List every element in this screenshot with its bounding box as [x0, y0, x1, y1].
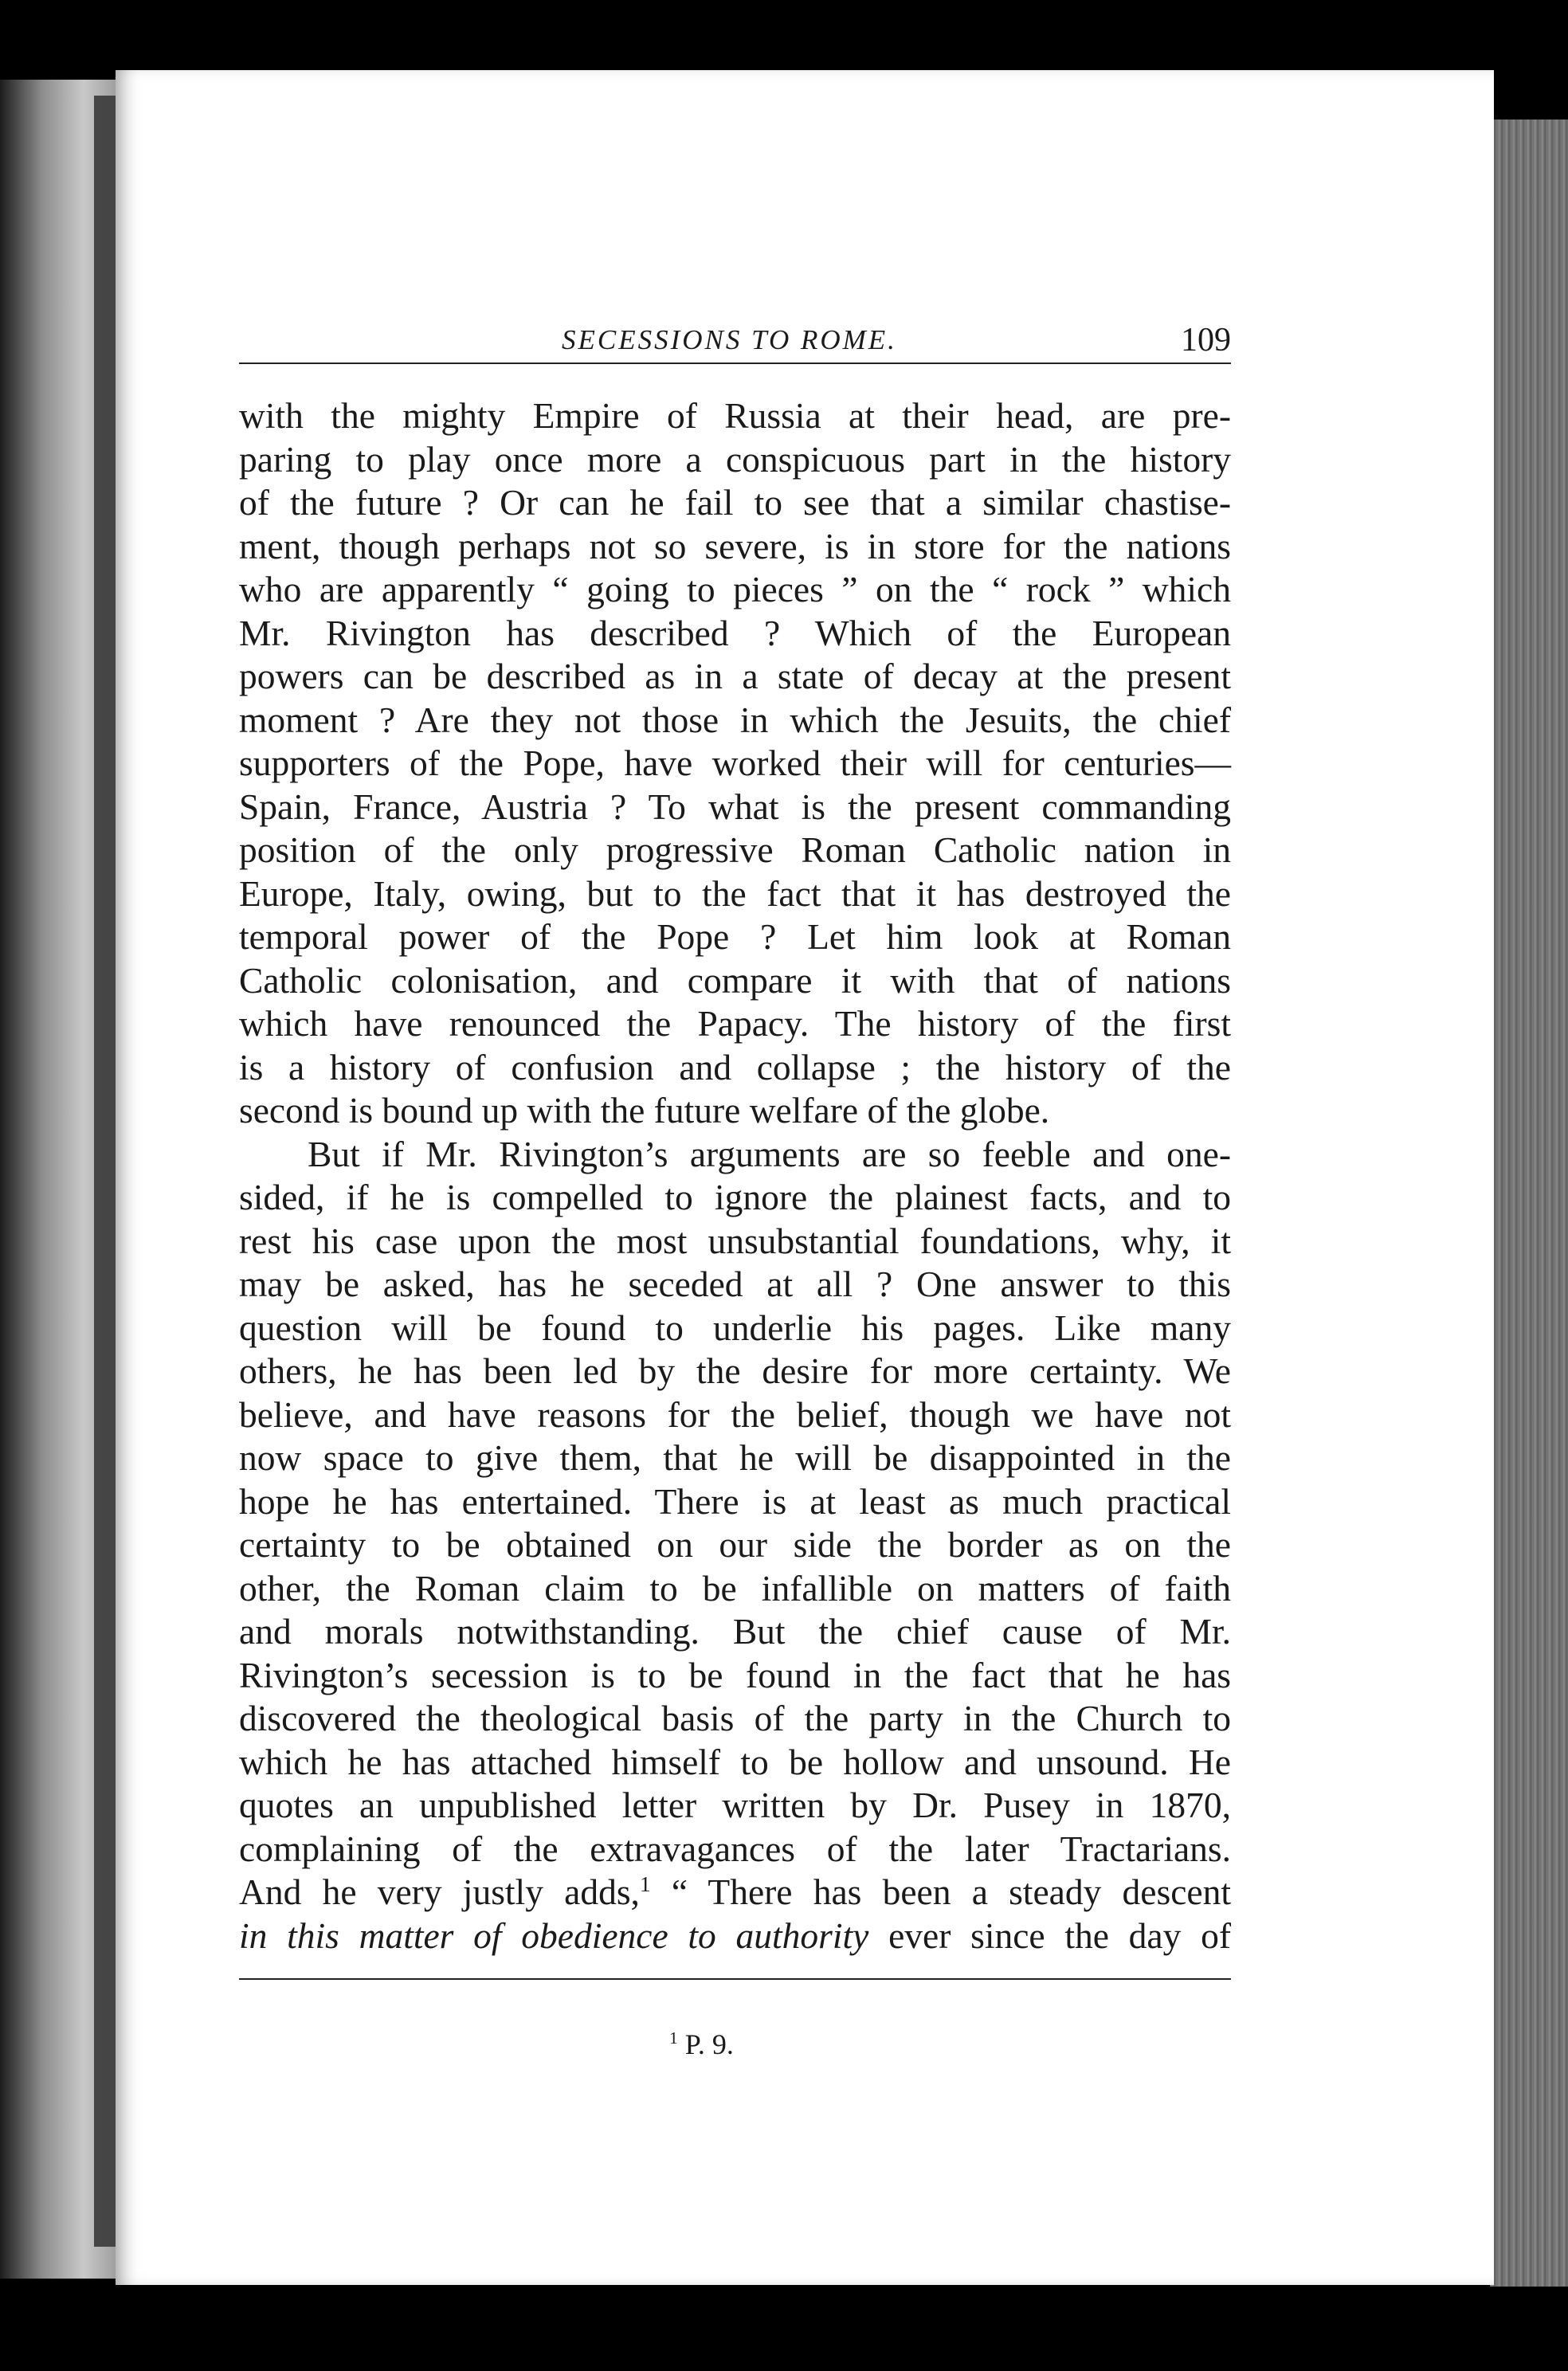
text-line: Catholic colonisation, and compare it with that of nations — [239, 959, 1231, 1001]
italic-emphasis: in this matter of obedience to authority — [239, 1914, 869, 1956]
page-text-block — [239, 315, 1231, 2061]
text-line: of the future ? Or can he fail to see that a similar chastise- — [239, 482, 1231, 523]
paragraph-1 — [239, 394, 1231, 1133]
text-line: supporters of the Pope, have worked their will for centuries— — [239, 743, 1231, 783]
text-line: now space to give them, that he will be disappointed in the — [239, 1437, 1231, 1478]
footnote-mark: 1 — [669, 2028, 678, 2048]
footnote — [239, 2028, 1231, 2061]
text-line: quotes an unpublished letter written by Dr. Pusey in 1870, — [239, 1785, 1231, 1825]
text-line: ment, though perhaps not so severe, is in store for the nations — [239, 525, 1231, 566]
text-line: is a history of confusion and collapse ; the history of the — [239, 1046, 1231, 1088]
text-line: which have renounced the Papacy. The history of the first — [239, 1003, 1231, 1044]
text-line: hope he has entertained. There is at least as much practical — [239, 1480, 1231, 1522]
text-line: sided, if he is compelled to ignore the plainest facts, and to — [239, 1177, 1231, 1217]
book-page-edges — [1490, 120, 1568, 2287]
footnote-rule — [239, 1978, 1231, 1980]
footnote-reference: 1 — [639, 1871, 651, 1896]
text-line — [239, 1871, 1231, 1914]
text-line: certainty to be obtained on our side the border as on the — [239, 1524, 1231, 1565]
paragraph-2 — [239, 1133, 1231, 1958]
running-title: SECESSIONS TO ROME. — [562, 324, 897, 355]
text-line — [239, 1914, 1231, 1958]
text-line: complaining of the extravagances of the later Tractarians. — [239, 1828, 1231, 1869]
text-line: position of the only progressive Roman Catholic nation in — [239, 829, 1231, 870]
text-line: question will be found to underlie his pages. Like many — [239, 1307, 1231, 1348]
body-text — [239, 394, 1231, 1958]
text-line: rest his case upon the most unsubstantial foundations, why, it — [239, 1220, 1231, 1261]
text-line: paring to play once more a conspicuous part in the history — [239, 438, 1231, 480]
text-line: other, the Roman claim to be infallible on matters of faith — [239, 1567, 1231, 1609]
text-line: But if Mr. Rivington’s arguments are so feeble and one- — [308, 1133, 1231, 1174]
text-line: believe, and have reasons for the belief, though we have not — [239, 1393, 1231, 1435]
text-line: others, he has been led by the desire for more certainty. We — [239, 1350, 1231, 1391]
text-line: Rivington’s secession is to be found in the fact that he has — [239, 1654, 1231, 1695]
text-line: may be asked, has he seceded at all ? One answer to this — [239, 1264, 1231, 1304]
text-line: with the mighty Empire of Russia at their head, are pre- — [239, 395, 1231, 436]
text-line: which he has attached himself to be hollow and unsound. He — [239, 1741, 1231, 1782]
running-head — [239, 315, 1231, 364]
page-number: 109 — [1181, 322, 1231, 359]
text-line: who are apparently “ going to pieces ” on the “ rock ” which — [239, 569, 1231, 609]
gutter-shadow — [94, 96, 116, 2247]
text-line: Mr. Rivington has described ? Which of the European — [239, 612, 1231, 653]
text-line: temporal power of the Pope ? Let him look at Roman — [239, 916, 1231, 957]
text-segment: And he very justly adds, — [239, 1871, 640, 1912]
text-line: Europe, Italy, owing, but to the fact that it has destroyed the — [239, 872, 1231, 914]
text-line: moment ? Are they not those in which the Jesuits, the chief — [239, 699, 1231, 740]
text-line: Spain, France, Austria ? To what is the present commanding — [239, 786, 1231, 827]
text-line: and morals notwithstanding. But the chief cause of Mr. — [239, 1611, 1231, 1652]
text-segment: ever since the day of — [868, 1914, 1231, 1956]
footnote-text: P. 9. — [677, 2028, 734, 2060]
text-line: discovered the theological basis of the party in the Church to — [239, 1698, 1231, 1738]
text-line: powers can be described as in a state of decay at the present — [239, 656, 1231, 696]
text-line: second is bound up with the future welfare of the globe. — [239, 1090, 1050, 1131]
text-segment: “ There has been a steady descent — [650, 1871, 1231, 1912]
